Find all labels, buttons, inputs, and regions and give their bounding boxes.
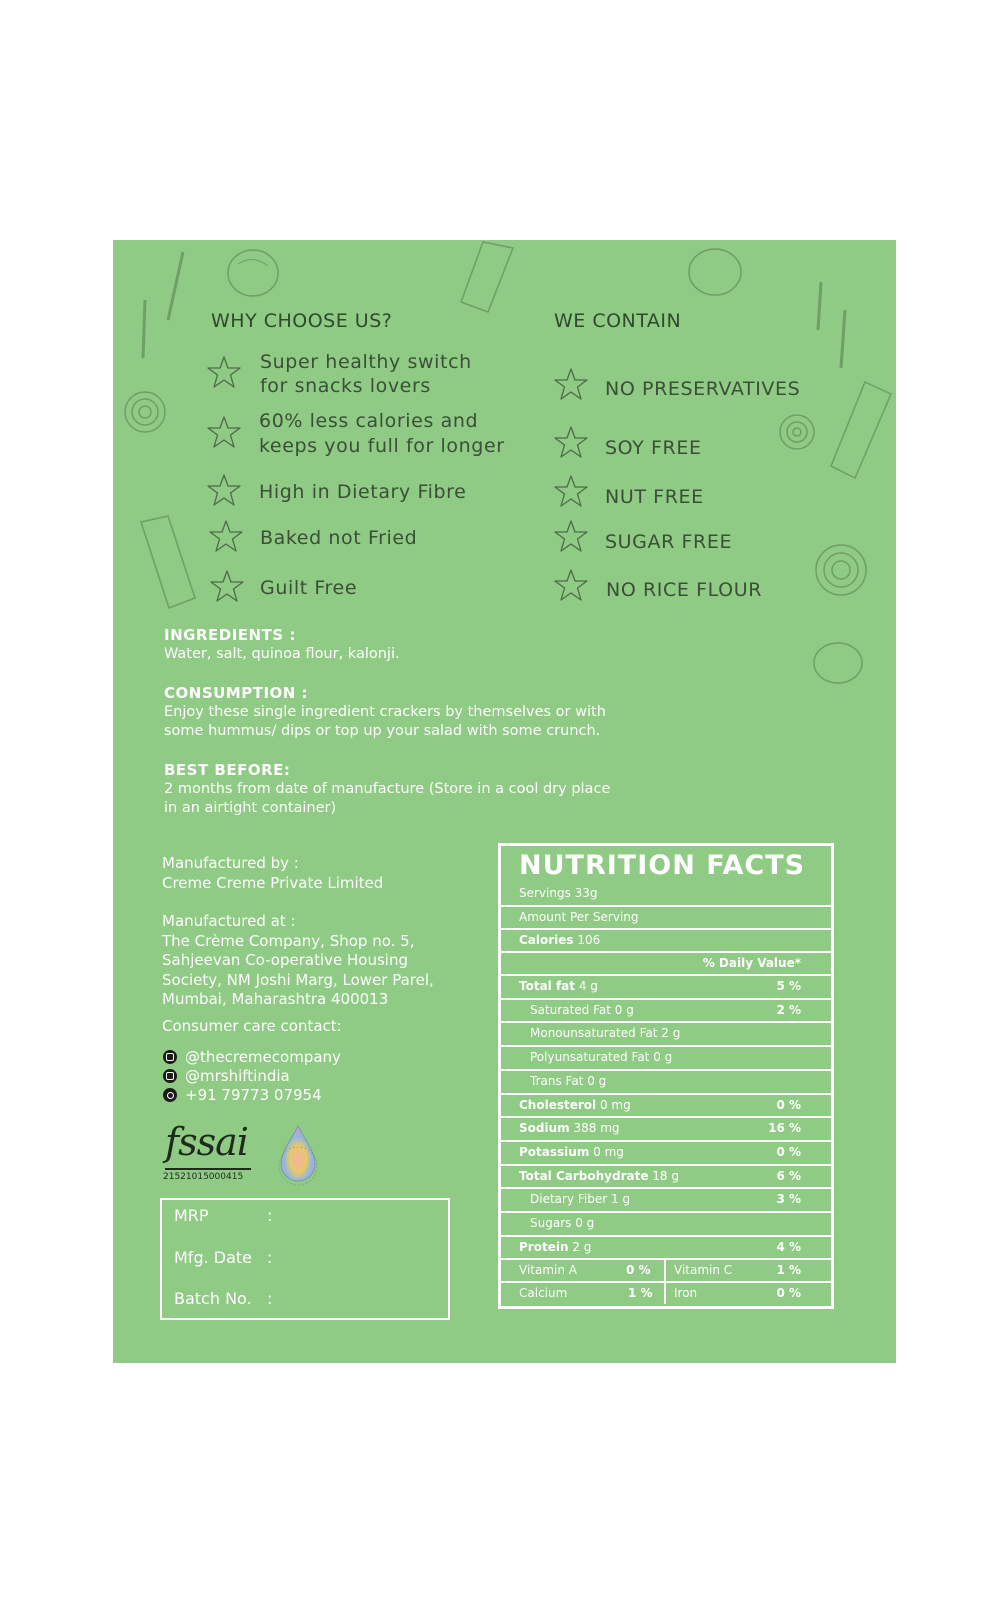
contact-whatsapp[interactable]: +91 79773 07954 bbox=[163, 1086, 322, 1104]
nutrient-daily-value: 3 % bbox=[776, 1192, 801, 1207]
spiral-doodle-icon bbox=[121, 388, 169, 436]
whatsapp-icon bbox=[163, 1088, 177, 1102]
we-contain-title: WE CONTAIN bbox=[554, 310, 682, 332]
nutrient-label: Potassium 0 mg bbox=[519, 1144, 624, 1159]
label-panel bbox=[113, 240, 896, 1363]
fssai-number: 21521015000415 bbox=[163, 1172, 244, 1182]
why-choose-title: WHY CHOOSE US? bbox=[211, 310, 393, 332]
nutrient-daily-value: 0 % bbox=[776, 1097, 801, 1112]
nutrient-row bbox=[501, 1093, 831, 1116]
contain-item: SOY FREE bbox=[605, 437, 702, 459]
manufactured-by: Manufactured by : Creme Creme Private Limited bbox=[162, 854, 384, 892]
batch-no-colon: : bbox=[267, 1289, 273, 1308]
nutrition-facts-table bbox=[498, 843, 834, 1309]
nutrient-label: Trans Fat 0 g bbox=[530, 1073, 607, 1088]
amount-per-serving-row: Amount Per Serving bbox=[501, 905, 831, 928]
vitamin-divider bbox=[664, 1260, 666, 1281]
feature-text: Baked not Fried bbox=[260, 527, 418, 549]
star-icon bbox=[553, 473, 589, 509]
nutrient-label: Monounsaturated Fat 2 g bbox=[530, 1026, 681, 1041]
nutrient-row bbox=[501, 1211, 831, 1234]
ingredients-text: Water, salt, quinoa flour, kalonji. bbox=[164, 646, 400, 662]
star-icon bbox=[209, 568, 245, 604]
nutrient-daily-value: 16 % bbox=[768, 1121, 801, 1136]
nutrient-label: Saturated Fat 0 g bbox=[530, 1002, 634, 1017]
mfg-date-label: Mfg. Date bbox=[174, 1248, 253, 1267]
mfg-date-colon: : bbox=[267, 1248, 273, 1267]
feature-text: Super healthy switch for snacks lovers bbox=[260, 351, 472, 397]
nutrient-row bbox=[501, 1069, 831, 1092]
cracker-doodle-icon bbox=[223, 244, 283, 302]
nutrient-label: Sugars 0 g bbox=[530, 1216, 595, 1230]
nutrient-row bbox=[501, 998, 831, 1021]
nutrient-row bbox=[501, 1021, 831, 1044]
star-icon bbox=[553, 518, 589, 554]
feature-text: High in Dietary Fibre bbox=[259, 481, 467, 503]
contain-item: NO RICE FLOUR bbox=[606, 579, 763, 601]
contain-item: SUGAR FREE bbox=[605, 531, 733, 553]
star-icon bbox=[553, 567, 589, 603]
mineral-row: Calcium 1 % Iron 0 % bbox=[501, 1281, 831, 1304]
contain-item: NO PRESERVATIVES bbox=[605, 378, 801, 400]
cracker-stick-doodle-icon bbox=[133, 512, 203, 612]
nutrient-row bbox=[501, 1235, 831, 1258]
star-icon bbox=[553, 424, 589, 460]
spiral-doodle-icon bbox=[813, 542, 869, 598]
servings: Servings 33g bbox=[519, 886, 598, 900]
cracker-doodle-icon bbox=[811, 640, 865, 686]
nutrient-row bbox=[501, 974, 831, 997]
consumption-text: Enjoy these single ingredient crackers by themselves or with some hummus/ dips or top up your salad with some crunch. bbox=[164, 704, 606, 739]
nutrient-label: Polyunsaturated Fat 0 g bbox=[530, 1050, 673, 1065]
nutrient-row bbox=[501, 1140, 831, 1163]
instagram-icon bbox=[163, 1069, 177, 1083]
nutrient-label: Cholesterol 0 mg bbox=[519, 1097, 631, 1112]
nutrient-label: Total fat 4 g bbox=[519, 979, 598, 993]
stick-doodle-icon bbox=[133, 250, 193, 360]
contain-item: NUT FREE bbox=[605, 486, 704, 508]
mrp-colon: : bbox=[267, 1206, 273, 1225]
feature-text: Guilt Free bbox=[260, 577, 358, 599]
cracker-stick-doodle-icon bbox=[825, 378, 895, 488]
vitamin-row: Vitamin A 0 % Vitamin C 1 % bbox=[501, 1258, 831, 1281]
nutrient-label: Total Carbohydrate 18 g bbox=[519, 1168, 679, 1183]
nutrient-label: Protein 2 g bbox=[519, 1239, 592, 1254]
nutrient-row bbox=[501, 1187, 831, 1210]
nutrient-label: Sodium 388 mg bbox=[519, 1121, 620, 1136]
nutrient-daily-value: 2 % bbox=[776, 1002, 801, 1017]
nutrient-daily-value: 0 % bbox=[776, 1144, 801, 1159]
star-icon bbox=[553, 366, 589, 402]
manufactured-at: Manufactured at : The Crème Company, Shop no. 5, Sahjeevan Co-operative Housing Society, NM Joshi Marg, Lower Parel, Mumbai, Maharashtra 400013 bbox=[162, 912, 434, 1008]
veg-drop-logo-icon bbox=[273, 1124, 323, 1186]
mrp-label: MRP bbox=[174, 1206, 209, 1225]
vitamin-divider bbox=[664, 1283, 666, 1304]
nutrient-row bbox=[501, 1164, 831, 1187]
nutrient-row bbox=[501, 1116, 831, 1139]
contact-instagram-2[interactable]: @mrshiftindia bbox=[163, 1067, 290, 1085]
contact-instagram-1[interactable]: @thecremecompany bbox=[163, 1048, 341, 1066]
fssai-logo bbox=[163, 1120, 263, 1186]
nutrient-label: Dietary Fiber 1 g bbox=[530, 1192, 631, 1207]
cracker-doodle-icon bbox=[685, 244, 745, 300]
nutrient-daily-value: 6 % bbox=[776, 1168, 801, 1183]
stick-doodle-icon bbox=[813, 280, 853, 370]
fssai-logo-text: fssai bbox=[165, 1120, 248, 1164]
daily-value-header-row: % Daily Value* bbox=[501, 951, 831, 974]
star-icon bbox=[206, 354, 242, 390]
star-icon bbox=[206, 414, 242, 450]
consumption-heading: CONSUMPTION : bbox=[164, 684, 309, 702]
feature-text: 60% less calories and keeps you full for longer bbox=[259, 410, 505, 457]
best-before-text: 2 months from date of manufacture (Store in a cool dry place in an airtight container) bbox=[164, 781, 611, 816]
instagram-icon bbox=[163, 1050, 177, 1064]
nutrient-daily-value: 5 % bbox=[776, 979, 801, 993]
consumer-care-label: Consumer care contact: bbox=[162, 1017, 342, 1035]
ingredients-heading: INGREDIENTS : bbox=[164, 626, 296, 644]
cracker-stick-doodle-icon bbox=[443, 240, 523, 320]
best-before-heading: BEST BEFORE: bbox=[164, 761, 291, 779]
spiral-doodle-icon bbox=[777, 412, 817, 452]
batch-no-label: Batch No. bbox=[174, 1289, 252, 1308]
mrp-box bbox=[160, 1198, 450, 1320]
nutrition-title: NUTRITION FACTS bbox=[519, 850, 806, 881]
fssai-underline bbox=[165, 1168, 251, 1170]
star-icon bbox=[206, 472, 242, 508]
star-icon bbox=[208, 518, 244, 554]
nutrient-daily-value: 4 % bbox=[776, 1239, 801, 1254]
nutrient-row bbox=[501, 1045, 831, 1068]
calories-row: Calories 106 bbox=[501, 928, 831, 951]
